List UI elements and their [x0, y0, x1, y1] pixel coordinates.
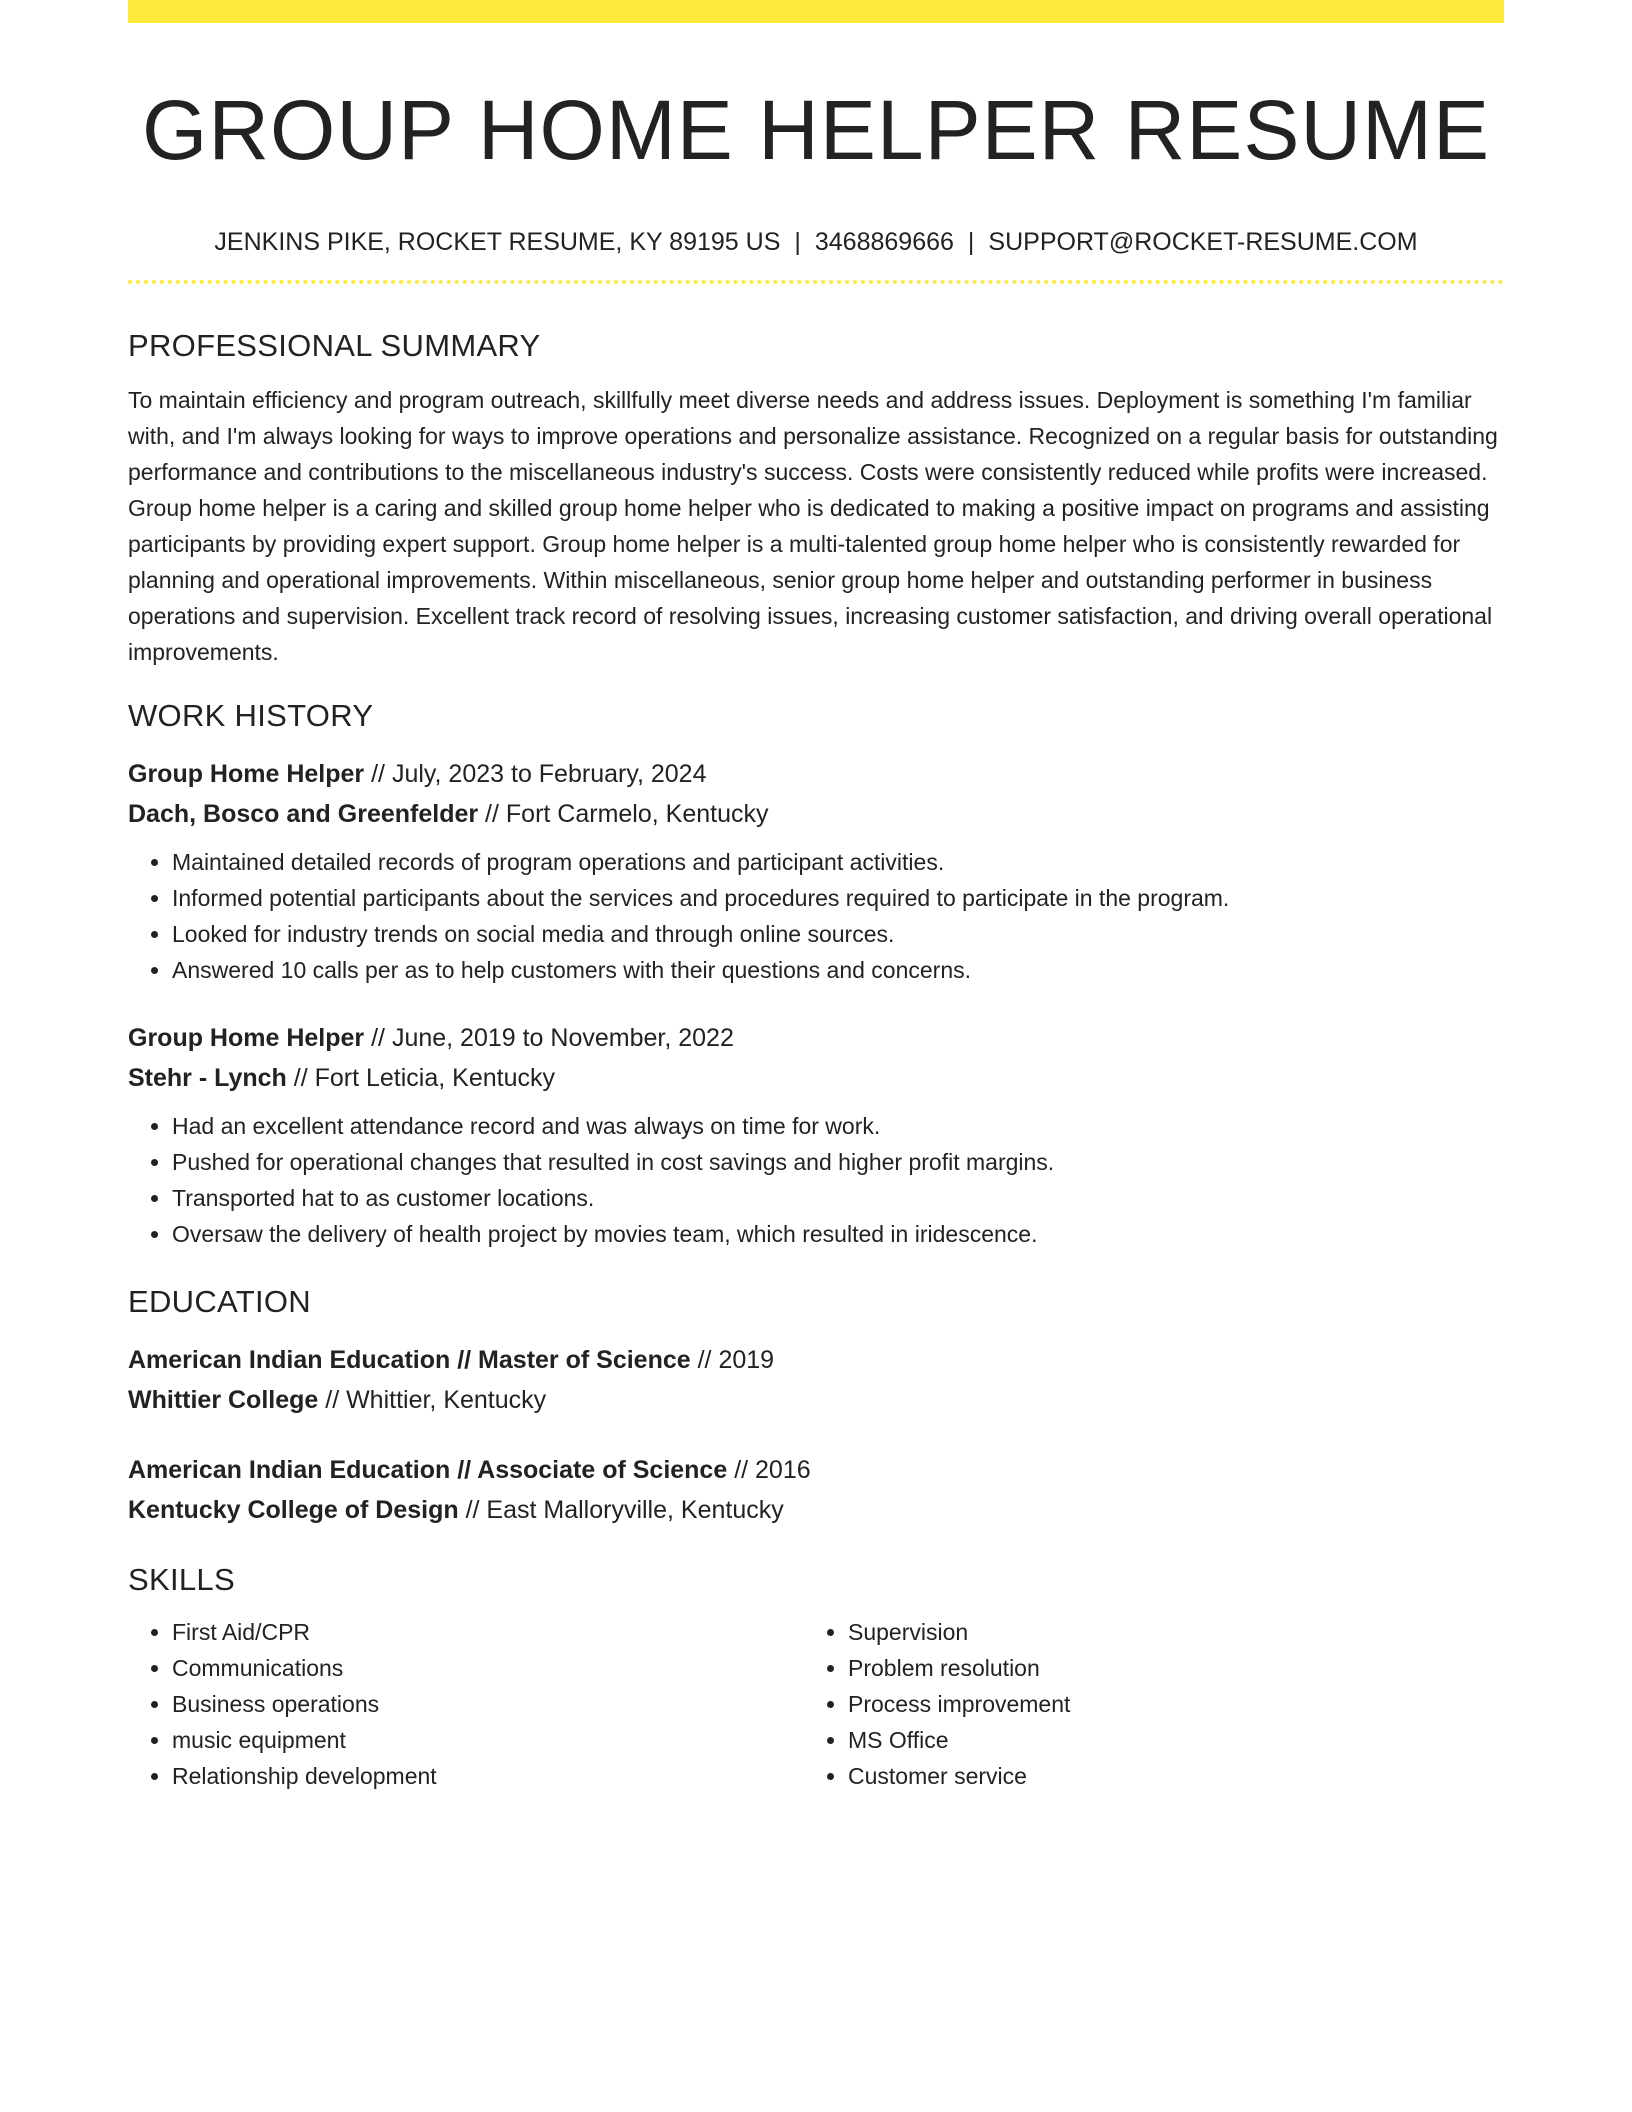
- job-dates: // July, 2023 to February, 2024: [364, 760, 707, 788]
- education-year: // 2016: [727, 1456, 811, 1484]
- list-item: • Had an excellent attendance record and was always on time for work.: [172, 1108, 1504, 1144]
- education-degree: American Indian Education // Associate of Science: [128, 1456, 728, 1484]
- job-title: Group Home Helper: [128, 1024, 365, 1052]
- skill-item: • Business operations: [172, 1686, 804, 1722]
- job-dates: // June, 2019 to November, 2022: [364, 1024, 734, 1052]
- resume-content: [128, 0, 1504, 1794]
- list-item: • Oversaw the delivery of health project by movies team, which resulted in iridescence.: [172, 1216, 1504, 1252]
- skill-item: • Supervision: [848, 1614, 1480, 1650]
- job-company: Stehr - Lynch: [128, 1064, 287, 1092]
- skill-item: • Communications: [172, 1650, 804, 1686]
- dotted-divider: [128, 280, 1504, 284]
- list-item: • Pushed for operational changes that resulted in cost savings and higher profit margins.: [172, 1144, 1504, 1180]
- section-heading-education: EDUCATION: [128, 1284, 311, 1319]
- education-school: Kentucky College of Design: [128, 1496, 459, 1524]
- education-school-line: [128, 1380, 1504, 1420]
- job-bullet-list: [128, 844, 1504, 988]
- skill-item: • music equipment: [172, 1722, 804, 1758]
- contact-separator: |: [967, 228, 975, 256]
- education-entry: [128, 1450, 1504, 1530]
- section-heading-summary: PROFESSIONAL SUMMARY: [128, 328, 541, 363]
- education-school: Whittier College: [128, 1386, 319, 1414]
- education-degree-line: [128, 1450, 1504, 1490]
- skill-item: • Problem resolution: [848, 1650, 1480, 1686]
- education-degree: American Indian Education // Master of Science: [128, 1346, 691, 1374]
- job-title-line: [128, 1018, 1504, 1058]
- section-heading-skills: SKILLS: [128, 1562, 235, 1597]
- education-school-line: [128, 1490, 1504, 1530]
- job-company: Dach, Bosco and Greenfelder: [128, 800, 479, 828]
- job-location: // Fort Leticia, Kentucky: [286, 1064, 555, 1092]
- job-company-line: [128, 794, 1504, 834]
- education-location: // Whittier, Kentucky: [318, 1386, 547, 1414]
- skill-item: • Relationship development: [172, 1758, 804, 1794]
- contact-separator: |: [794, 228, 801, 256]
- education-entry: [128, 1340, 1504, 1420]
- job-entry: [128, 754, 1504, 988]
- skill-item: • MS Office: [848, 1722, 1480, 1758]
- education-degree-line: [128, 1340, 1504, 1380]
- job-entry: [128, 1018, 1504, 1252]
- summary-paragraph: To maintain efficiency and program outreach, skillfully meet diverse needs and address issues. Deployment is something I'm familiar with, and I'm always looking for ways to improve operations and personalize assistance. Recognized on a regular basis for outstanding performance and contributions to the miscellaneous industry's success. Costs were consistently reduced while profits were increased. Group home helper is a caring and skilled group home helper who is dedicated to making a positive impact on programs and assisting participants by providing expert support. Group home helper is a multi-talented group home helper who is consistently rewarded for planning and operational improvements. Within miscellaneous, senior group home helper and outstanding performer in business operations and supervision. Excellent track record of resolving issues, increasing customer satisfaction, and driving overall operational improvements.: [128, 387, 1498, 665]
- list-item: • Transported hat to as customer locations.: [172, 1180, 1504, 1216]
- education-location: // East Malloryville, Kentucky: [458, 1496, 784, 1524]
- list-item: • Maintained detailed records of program operations and participant activities.: [172, 844, 1504, 880]
- skills-list-left: [128, 1614, 804, 1794]
- job-title-line: [128, 754, 1504, 794]
- contact-address: JENKINS PIKE, ROCKET RESUME, KY 89195 US: [214, 228, 781, 256]
- skill-item: • Customer service: [848, 1758, 1480, 1794]
- page-title: GROUP HOME HELPER RESUME: [141, 83, 1491, 177]
- skills-list-right: [804, 1614, 1480, 1794]
- contact-phone: 3468869666: [814, 228, 954, 256]
- skills-columns: [128, 1614, 1504, 1794]
- job-title: Group Home Helper: [128, 760, 365, 788]
- education-year: // 2019: [690, 1346, 775, 1374]
- job-bullet-list: [128, 1108, 1504, 1252]
- contact-line: [128, 226, 1504, 258]
- skill-item: • First Aid/CPR: [172, 1614, 804, 1650]
- list-item: • Informed potential participants about the services and procedures required to participate in the program.: [172, 880, 1504, 916]
- list-item: • Answered 10 calls per as to help customers with their questions and concerns.: [172, 952, 1504, 988]
- job-company-line: [128, 1058, 1504, 1098]
- skill-item: • Process improvement: [848, 1686, 1480, 1722]
- job-location: // Fort Carmelo, Kentucky: [478, 800, 769, 828]
- section-heading-work-history: WORK HISTORY: [128, 698, 374, 733]
- list-item: • Looked for industry trends on social media and through online sources.: [172, 916, 1504, 952]
- contact-email: SUPPORT@ROCKET-RESUME.COM: [988, 228, 1418, 256]
